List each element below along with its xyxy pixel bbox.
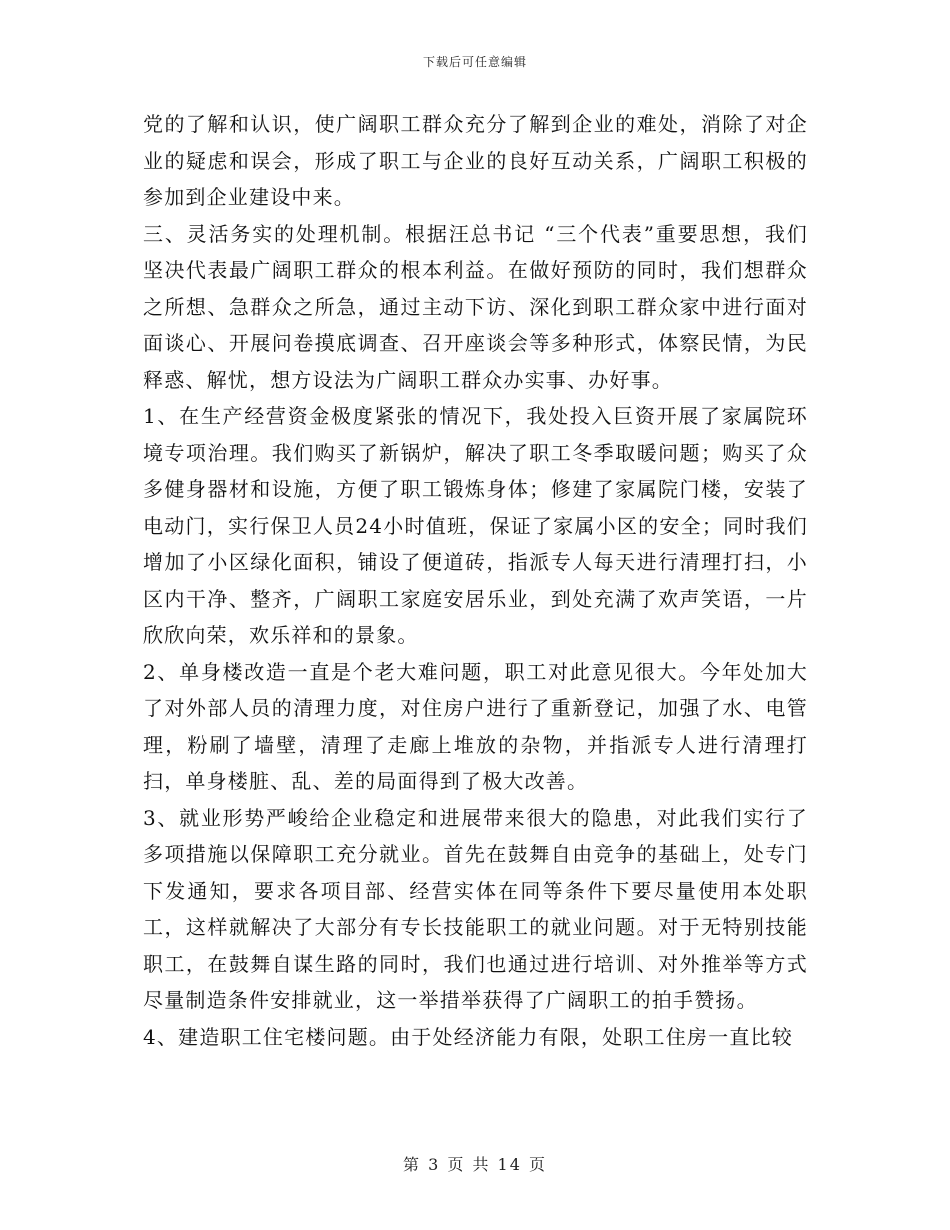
paragraph: 3、就业形势严峻给企业稳定和进展带来很大的隐患，对此我们实行了多项措施以保障职工充分就业。首先在鼓舞自由竞争的基础上，处专门下发通知，要求各项目部、经营实体在同等条件下要尽量使用本处职工，这样就解决了大部分有专长技能职工的就业问题。对于无特别技能职工，在鼓舞自谋生路的同时，我们也通过进行培训、对外推举等方式尽量制造条件安排就业，这一举措举获得了广阔职工的拍手赞扬。 bbox=[143, 805, 808, 1012]
document-body bbox=[143, 106, 808, 1055]
paragraph: 2、单身楼改造一直是个老大难问题，职工对此意见很大。今年处加大了对外部人员的清理力度，对住房户进行了重新登记，加强了水、电管理，粉刷了墙壁，清理了走廊上堆放的杂物，并指派专人进行清理打扫，单身楼脏、乱、差的局面得到了极大改善。 bbox=[143, 659, 808, 793]
paragraph: 1、在生产经营资金极度紧张的情况下，我处投入巨资开展了家属院环境专项治理。我们购买了新锅炉，解决了职工冬季取暖问题；购买了众多健身器材和设施，方便了职工锻炼身体；修建了家属院门楼，安装了电动门，实行保卫人员24小时值班，保证了家属小区的安全；同时我们增加了小区绿化面积，铺设了便道砖，指派专人每天进行清理打扫，小区内干净、整齐，广阔职工家庭安居乐业，到处充满了欢声笑语，一片欣欣向荣，欢乐祥和的景象。 bbox=[143, 404, 808, 647]
page-number: 第 3 页 共 14 页 bbox=[403, 1155, 547, 1174]
paragraph: 三、灵活务实的处理机制。根据汪总书记 “三个代表”重要思想，我们坚决代表最广阔职工群众的根本利益。在做好预防的同时，我们想群众之所想、急群众之所急，通过主动下访、深化到职工群众家中进行面对面谈心、开展问卷摸底调查、召开座谈会等多种形式，体察民情，为民释惑、解忧，想方设法为广阔职工群众办实事、办好事。 bbox=[143, 221, 808, 392]
paragraph: 4、建造职工住宅楼问题。由于处经济能力有限，处职工住房一直比较 bbox=[143, 1024, 793, 1049]
paragraph: 党的了解和认识，使广阔职工群众充分了解到企业的难处，消除了对企业的疑虑和误会，形成了职工与企业的良好互动关系，广阔职工积极的参加到企业建设中来。 bbox=[143, 112, 808, 209]
page-header: 下载后可任意编辑 bbox=[422, 55, 527, 69]
